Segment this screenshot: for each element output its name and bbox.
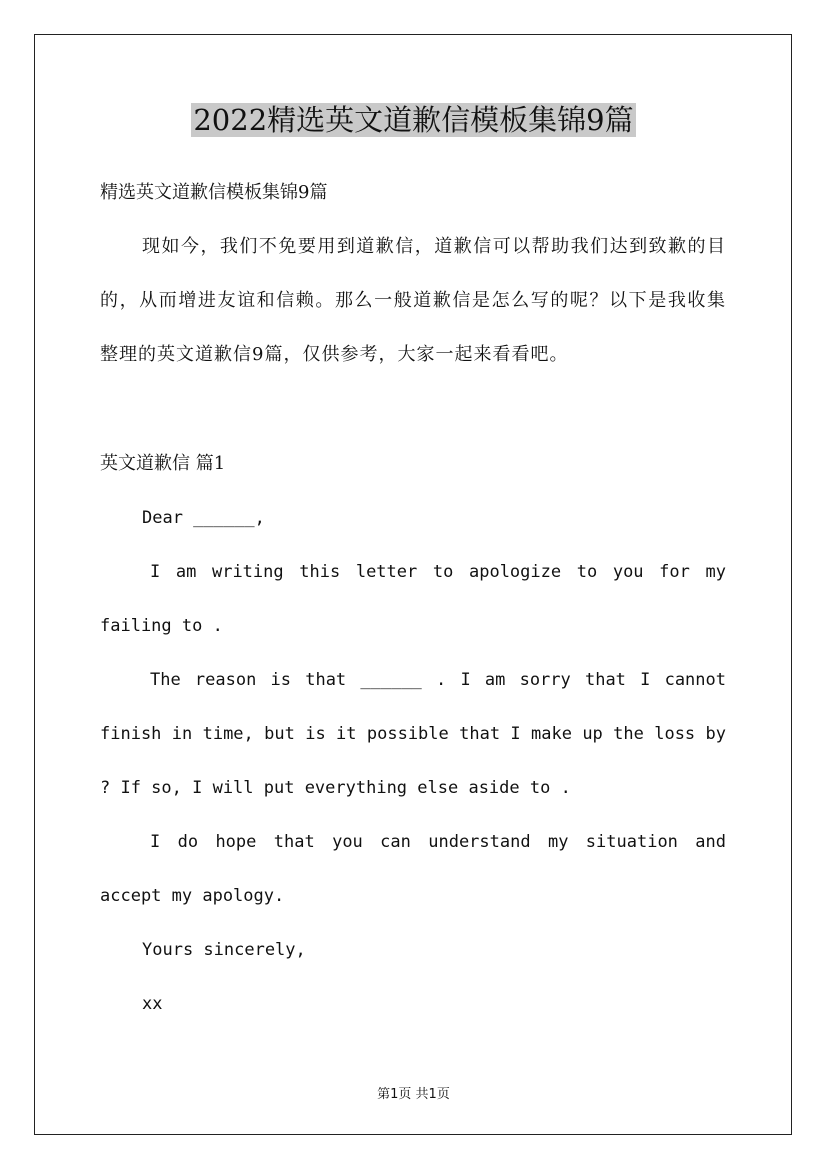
- document-subtitle: 精选英文道歉信模板集锦9篇: [100, 182, 328, 203]
- document-title-text: 2022精选英文道歉信模板集锦9篇: [193, 103, 634, 137]
- letter-signature: xx: [142, 994, 163, 1014]
- section-heading: 英文道歉信 篇1: [100, 453, 226, 474]
- letter-body: [100, 491, 726, 1031]
- letter-closing: Yours sincerely,: [142, 940, 306, 960]
- page-footer: 第1页 共1页: [377, 1087, 450, 1102]
- letter-paragraph-3: I do hope that you can understand my situation and accept my apology.: [100, 832, 726, 906]
- letter-greeting: Dear ______,: [142, 508, 265, 528]
- document-title: [0, 100, 827, 140]
- letter-paragraph-1: I am writing this letter to apologize to you for my failing to .: [100, 562, 726, 636]
- intro-paragraph: 现如今，我们不免要用到道歉信，道歉信可以帮助我们达到致歉的目的，从而增进友谊和信赖。那么一般道歉信是怎么写的呢？以下是我收集整理的英文道歉信9篇，仅供参考，大家一起来看看吧。: [100, 236, 726, 365]
- letter-paragraph-2: The reason is that ______ . I am sorry that I cannot finish in time, but is it possible that I make up the loss by ? If so, I will put everything else aside to .: [100, 670, 726, 798]
